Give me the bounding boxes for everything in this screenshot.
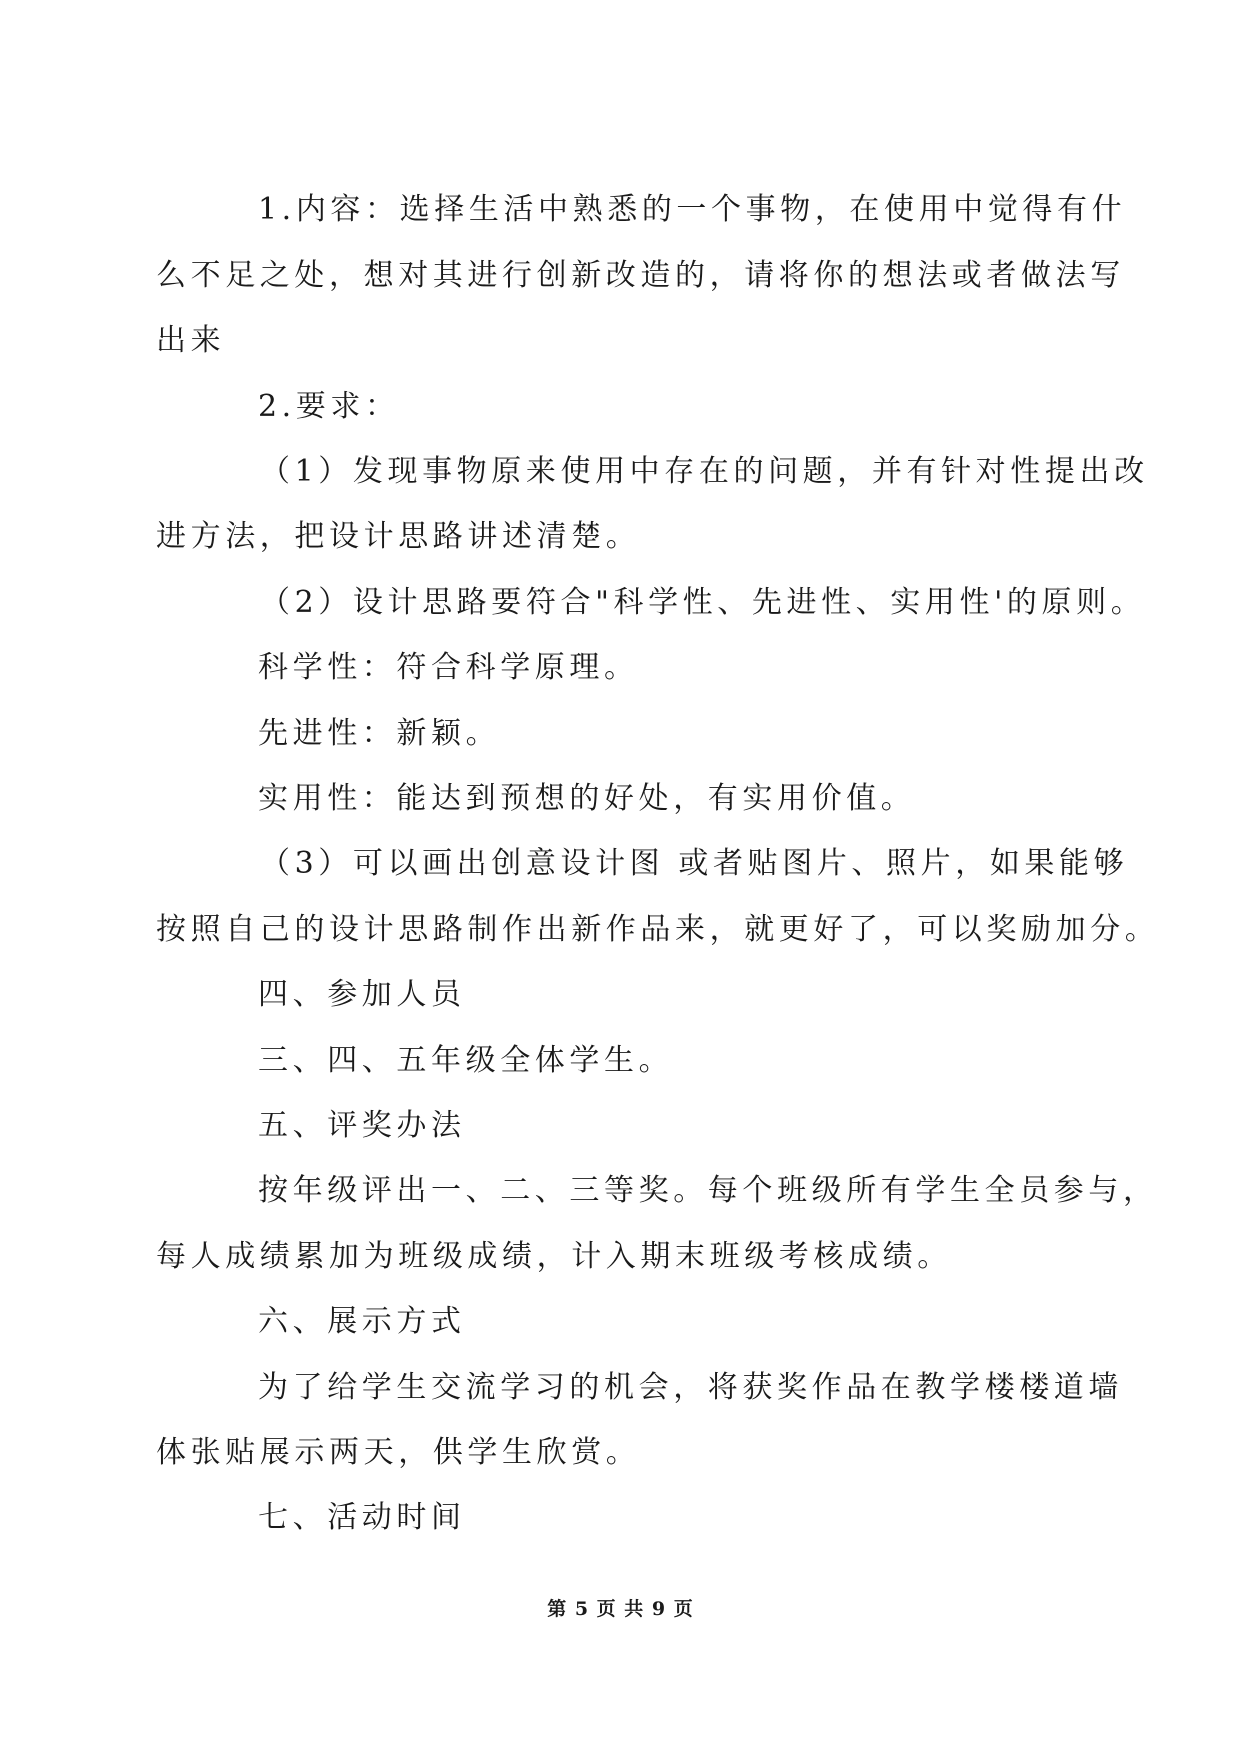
paragraph-line: （1）发现事物原来使用中存在的问题，并有针对性提出改 <box>260 454 1149 489</box>
paragraph-line: 按照自己的设计思路制作出新作品来，就更好了，可以奖励加分。 <box>156 912 1160 947</box>
paragraph-line: 进方法，把设计思路讲述清楚。 <box>156 519 641 554</box>
paragraph-line: 三、四、五年级全体学生。 <box>258 1043 674 1078</box>
paragraph-line: 实用性：能达到预想的好处，有实用价值。 <box>258 781 916 816</box>
paragraph-line: 体张贴展示两天，供学生欣赏。 <box>156 1435 641 1470</box>
paragraph-line: 先进性：新颖。 <box>258 716 501 751</box>
section-heading: 四、参加人员 <box>258 977 466 1012</box>
paragraph-line: 为了给学生交流学习的机会，将获奖作品在教学楼楼道墙 <box>258 1370 1123 1405</box>
section-heading: 2.要求： <box>258 389 400 424</box>
paragraph-line: 出来 <box>156 323 226 358</box>
paragraph-line: （2）设计思路要符合"科学性、先进性、实用性'的原则。 <box>260 585 1146 620</box>
paragraph-line: 1.内容：选择生活中熟悉的一个事物，在使用中觉得有什 <box>258 192 1127 227</box>
paragraph-line: 每人成绩累加为班级成绩，计入期末班级考核成绩。 <box>156 1239 952 1274</box>
paragraph-line: 按年级评出一、二、三等奖。每个班级所有学生全员参与， <box>258 1173 1158 1208</box>
paragraph-line: （3）可以画出创意设计图 或者贴图片、照片，如果能够 <box>260 846 1129 881</box>
paragraph-line: 么不足之处，想对其进行创新改造的，请将你的想法或者做法写 <box>156 258 1125 293</box>
section-heading: 五、评奖办法 <box>258 1108 466 1143</box>
paragraph-line: 科学性：符合科学原理。 <box>258 650 639 685</box>
section-heading: 七、活动时间 <box>258 1500 466 1535</box>
section-heading: 六、展示方式 <box>258 1304 466 1339</box>
page-number-footer: 第 5 页 共 9 页 <box>547 1598 694 1620</box>
